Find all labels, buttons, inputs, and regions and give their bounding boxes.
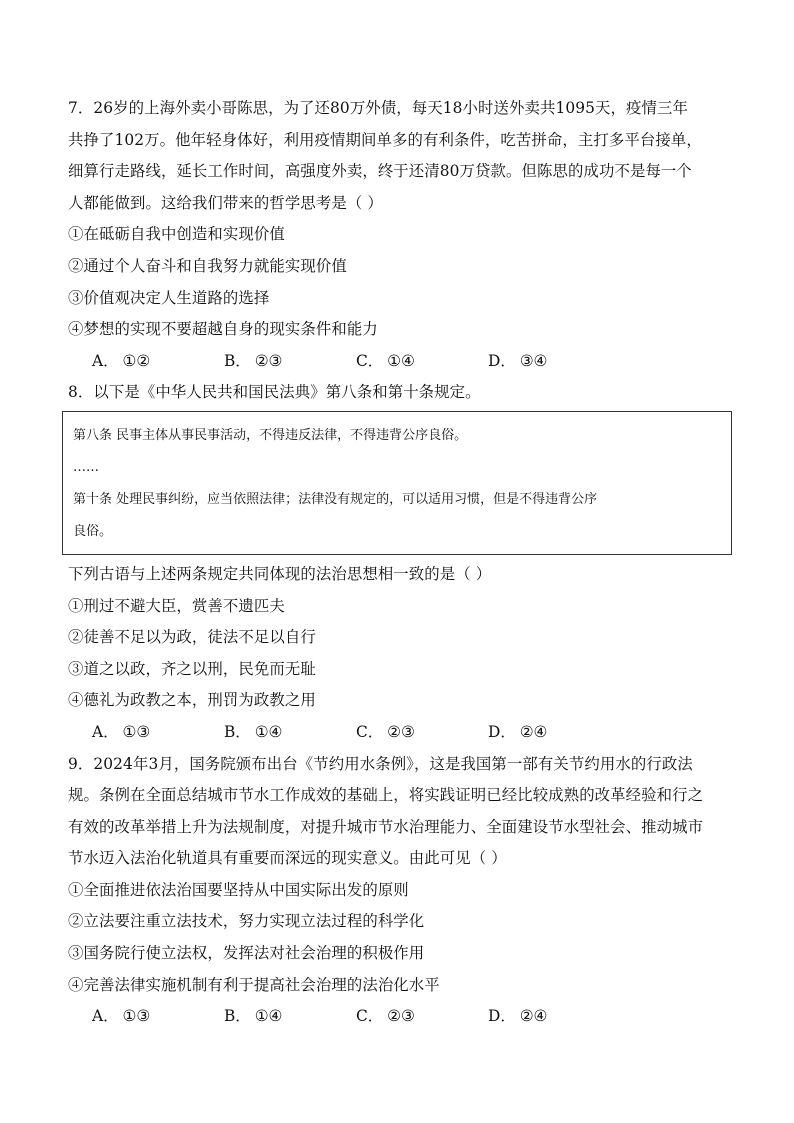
- choice-b: [224, 1001, 356, 1033]
- stem-line: 8．以下是《中华人民共和国民法典》第八条和第十条规定。: [68, 383, 481, 402]
- choice-value: ②④: [519, 722, 548, 741]
- legal-text-box: [62, 411, 732, 555]
- stem-line: 9．2024年3月，国务院颁布出台《节约用水条例》，这是我国第一部有关节约用水的行政法: [68, 754, 693, 773]
- choice-c: [356, 717, 488, 749]
- choice-value: ③④: [519, 351, 548, 370]
- question-9: [68, 749, 730, 1033]
- option-4: ④德礼为政教之本，刑罚为政教之用: [68, 691, 316, 710]
- choice-value: ①③: [122, 1007, 151, 1026]
- option-4: ④完善法律实施机制有利于提高社会治理的法治化水平: [68, 975, 440, 994]
- choice-letter: A．: [92, 722, 119, 741]
- stem-line: 节水迈入法治化轨道具有重要而深远的现实意义。由此可见（ ）: [68, 849, 507, 868]
- quote-line: 第八条 民事主体从事民事活动，不得违反法律，不得违背公序良俗。: [73, 427, 468, 443]
- choice-value: ①③: [122, 722, 151, 741]
- choice-letter: A．: [92, 1007, 119, 1026]
- quote-line: ……: [73, 459, 99, 475]
- question-8: [68, 377, 730, 748]
- choice-letter: C．: [356, 1007, 384, 1026]
- choice-letter: B．: [224, 351, 251, 370]
- choice-b: [224, 346, 356, 378]
- choice-letter: D．: [488, 722, 516, 741]
- choice-value: ①④: [254, 1007, 283, 1026]
- quote-line: 第十条 处理民事纠纷，应当依照法律；法律没有规定的，可以适用习惯，但是不得违背公序: [73, 491, 598, 507]
- option-2: ②立法要注重立法技术，努力实现立法过程的科学化: [68, 912, 425, 931]
- choice-letter: C．: [356, 722, 384, 741]
- question-stem: [68, 377, 730, 409]
- question-stem: [68, 749, 730, 875]
- question-7: [68, 93, 730, 377]
- option-1: ①刑过不避大臣，赏善不遗匹夫: [68, 596, 285, 615]
- option-2: ②通过个人奋斗和自我努力就能实现价值: [68, 256, 347, 275]
- quote-line: 良俗。: [73, 523, 113, 539]
- choice-value: ②③: [254, 351, 283, 370]
- stem-line: 7．26岁的上海外卖小哥陈思，为了还80万外债，每天18小时送外卖共1095天，疫情三年: [68, 99, 689, 117]
- choice-a: [92, 717, 224, 749]
- stem-line: 人都能做到。这给我们带来的哲学思考是（ ）: [68, 193, 383, 212]
- answer-choices: [68, 1001, 730, 1033]
- choice-d: [488, 717, 620, 749]
- question-stem: [68, 93, 730, 219]
- choice-letter: B．: [224, 722, 251, 741]
- choice-b: [224, 717, 356, 749]
- choice-value: ②④: [519, 1007, 548, 1026]
- stem-line: 规。条例在全面总结城市节水工作成效的基础上，将实践证明已经比较成熟的改革经验和行之: [68, 786, 704, 805]
- stem-line: 细算行走路线，延长工作时间，高强度外卖，终于还清80万贷款。但陈思的成功不是每一个: [68, 162, 692, 181]
- choice-c: [356, 1001, 488, 1033]
- choice-value: ②③: [387, 722, 415, 741]
- stem-line: 下列古语与上述两条规定共同体现的法治思想相一致的是（ ）: [68, 564, 492, 583]
- choice-letter: D．: [488, 351, 516, 370]
- option-1: ①在砥砺自我中创造和实现价值: [68, 225, 285, 244]
- choice-value: ①④: [254, 722, 283, 741]
- choice-letter: C．: [356, 351, 384, 370]
- option-3: ③价值观决定人生道路的选择: [68, 288, 270, 307]
- choice-d: [488, 346, 620, 378]
- option-4: ④梦想的实现不要超越自身的现实条件和能力: [68, 320, 378, 339]
- choice-letter: B．: [224, 1007, 251, 1026]
- choice-letter: A．: [92, 351, 119, 370]
- option-1: ①全面推进依法治国要坚持从中国实际出发的原则: [68, 880, 409, 899]
- option-3: ③国务院行使立法权，发挥法对社会治理的积极作用: [68, 944, 425, 963]
- stem-line: 共挣了102万。他年轻身体好，利用疫情期间单多的有利条件，吃苦拼命，主打多平台接单，: [68, 130, 702, 149]
- choice-c: [356, 346, 488, 378]
- answer-choices: [68, 717, 730, 749]
- choice-value: ①②: [122, 351, 151, 370]
- option-2: ②徒善不足以为政，徒法不足以自行: [68, 628, 316, 647]
- option-3: ③道之以政，齐之以刑，民免而无耻: [68, 659, 316, 678]
- choice-a: [92, 1001, 224, 1033]
- choice-d: [488, 1001, 620, 1033]
- answer-choices: [68, 346, 730, 378]
- choice-a: [92, 346, 224, 378]
- choice-value: ②③: [387, 1007, 415, 1026]
- choice-letter: D．: [488, 1007, 516, 1026]
- choice-value: ①④: [387, 351, 415, 370]
- stem-line: 有效的改革举措上升为法规制度，对提升城市节水治理能力、全面建设节水型社会、推动城市: [68, 817, 704, 836]
